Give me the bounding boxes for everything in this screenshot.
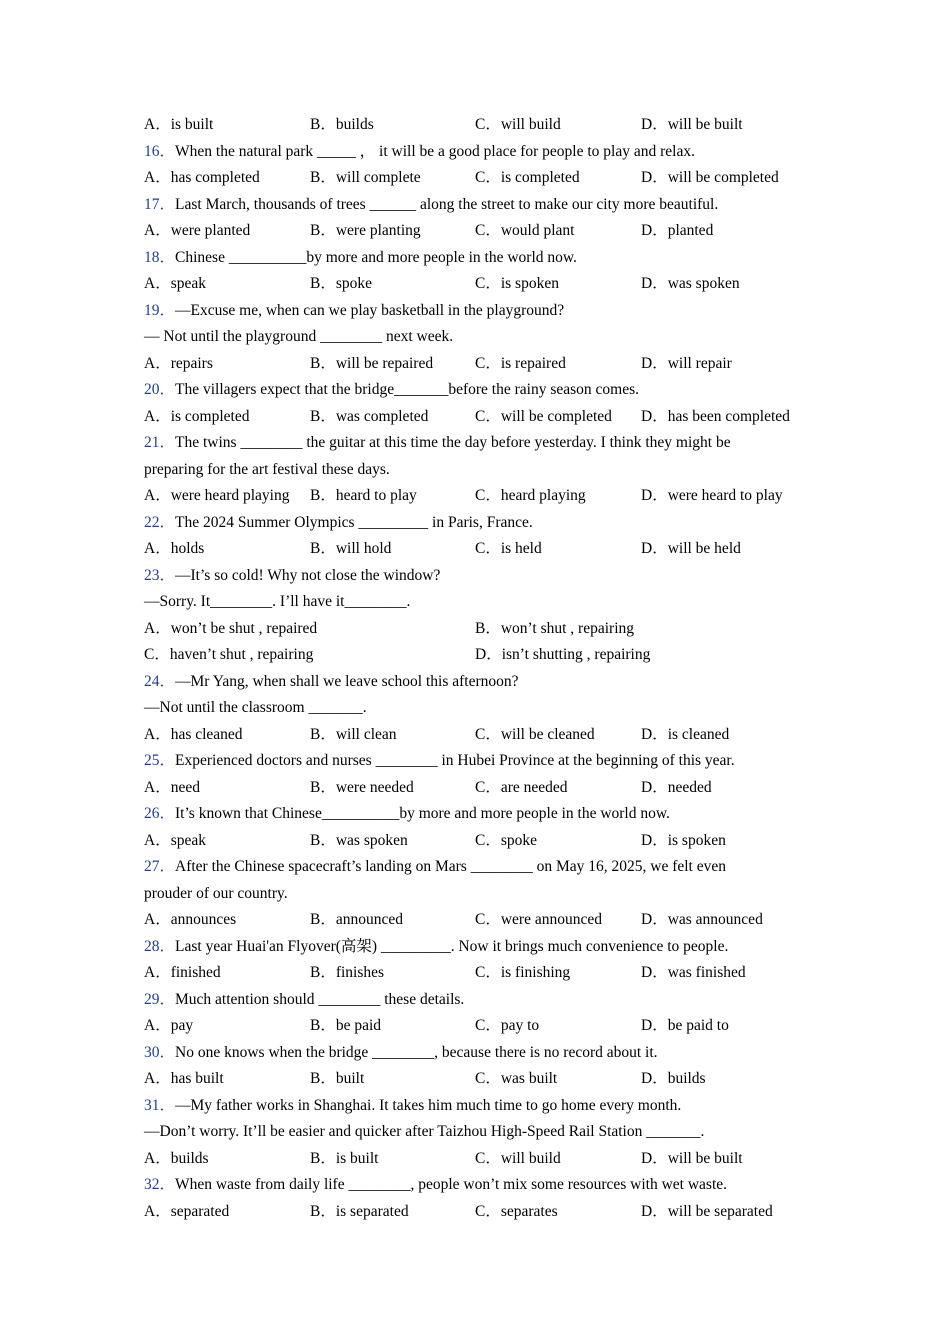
question-sheet — [144, 112, 824, 1225]
question-27 — [144, 854, 824, 881]
question-17 — [144, 192, 824, 219]
option-b: B．will hold — [310, 540, 392, 557]
option-a: A．separated — [144, 1202, 230, 1220]
question-number: 19． — [144, 301, 176, 319]
question-16 — [144, 139, 824, 166]
options-row-25 — [144, 775, 824, 802]
question-number: 27． — [144, 858, 176, 875]
question-stem: Much attention should ________ these details. — [175, 990, 465, 1008]
question-number: 25． — [144, 752, 176, 769]
option-b: B．announced — [310, 911, 403, 928]
question-stem-line-2: —Don’t worry. It’ll be easier and quicker after Taizhou High-Speed Rail Station _______. — [144, 1123, 705, 1140]
question-stem: It’s known that Chinese__________by more and more people in the world now. — [175, 805, 670, 822]
option-a: A．finished — [144, 964, 221, 981]
option-d: D．builds — [641, 1070, 706, 1087]
question-stem-line-2: preparing for the art festival these days. — [144, 460, 390, 478]
option-d: D．is spoken — [641, 831, 726, 849]
question-number: 22． — [144, 513, 176, 531]
option-c: C．will build — [475, 116, 561, 133]
option-c: C．are needed — [475, 778, 568, 796]
question-stem: The 2024 Summer Olympics _________ in Paris, France. — [175, 513, 533, 531]
question-number: 29． — [144, 990, 176, 1008]
question-31-reply — [144, 1119, 824, 1146]
options-row-23-ab — [144, 616, 824, 643]
option-a: A．holds — [144, 540, 205, 557]
option-a: A．were planted — [144, 222, 251, 239]
option-b: B．was spoken — [310, 831, 408, 849]
options-row-24 — [144, 722, 824, 749]
question-number: 18． — [144, 248, 176, 266]
option-a: A．repairs — [144, 354, 213, 372]
question-number: 20． — [144, 381, 176, 398]
option-b: B．were needed — [310, 778, 414, 796]
question-26 — [144, 801, 824, 828]
option-b: B．is built — [310, 1149, 379, 1167]
option-a: A．is completed — [144, 407, 250, 425]
options-row-31 — [144, 1146, 824, 1173]
question-number: 26． — [144, 805, 176, 822]
question-stem: After the Chinese spacecraft’s landing on Mars ________ on May 16, 2025, we felt even — [175, 858, 726, 875]
option-c: C．is repaired — [475, 354, 566, 372]
option-b: B．built — [310, 1070, 365, 1087]
option-d: D．was spoken — [641, 275, 740, 292]
option-a: A．has cleaned — [144, 725, 243, 743]
question-27-continued — [144, 881, 824, 908]
option-c: C．haven’t shut , repairing — [144, 646, 314, 663]
question-number: 31． — [144, 1096, 176, 1114]
option-b: B．was completed — [310, 407, 429, 425]
option-a: A．has completed — [144, 169, 260, 186]
question-29 — [144, 987, 824, 1014]
option-b: B．won’t shut , repairing — [475, 619, 635, 637]
question-stem-line-2: prouder of our country. — [144, 884, 288, 902]
option-c: C．is completed — [475, 169, 580, 186]
option-c: C．is held — [475, 540, 542, 557]
question-stem-line-2: —Sorry. It________. I’ll have it________. — [144, 593, 411, 610]
question-stem: Last year Huai'an Flyover(高架) _________. Now it brings much convenience to people. — [175, 937, 729, 955]
option-c: C．will be completed — [475, 407, 612, 425]
option-c: C．separates — [475, 1202, 558, 1220]
options-row-30 — [144, 1066, 824, 1093]
question-18 — [144, 245, 824, 272]
option-d: D．was announced — [641, 911, 763, 928]
question-stem: —Mr Yang, when shall we leave school this afternoon? — [175, 672, 519, 690]
options-row-22 — [144, 536, 824, 563]
question-number: 17． — [144, 195, 176, 213]
option-a: A．is built — [144, 116, 214, 133]
question-32 — [144, 1172, 824, 1199]
question-stem-line-2: —Not until the classroom _______. — [144, 699, 367, 716]
question-23 — [144, 563, 824, 590]
question-stem: Last March, thousands of trees ______ along the street to make our city more beautiful. — [175, 195, 719, 213]
option-b: B．be paid — [310, 1017, 382, 1034]
option-d: D．will be built — [641, 1149, 743, 1167]
options-row-15 — [144, 112, 824, 139]
option-d: D．will repair — [641, 354, 732, 372]
options-row-28 — [144, 960, 824, 987]
options-row-26 — [144, 828, 824, 855]
option-c: C．were announced — [475, 911, 602, 928]
option-a: A．speak — [144, 275, 206, 292]
options-row-18 — [144, 271, 824, 298]
option-c: C．will be cleaned — [475, 725, 595, 743]
option-d: D．will be built — [641, 116, 743, 133]
question-stem: —It’s so cold! Why not close the window? — [175, 566, 441, 584]
option-d: D．will be separated — [641, 1202, 773, 1220]
option-a: A．builds — [144, 1149, 209, 1167]
option-d: D．will be held — [641, 540, 741, 557]
question-number: 30． — [144, 1043, 176, 1061]
question-20 — [144, 377, 824, 404]
options-row-32 — [144, 1199, 824, 1226]
option-d: D．needed — [641, 778, 712, 796]
question-24 — [144, 669, 824, 696]
question-28 — [144, 934, 824, 961]
question-number: 24． — [144, 672, 176, 690]
option-a: A．has built — [144, 1070, 224, 1087]
option-b: B．were planting — [310, 222, 421, 239]
question-stem: When waste from daily life ________, people won’t mix some resources with wet waste. — [175, 1176, 727, 1193]
option-d: D．has been completed — [641, 407, 790, 425]
question-31 — [144, 1093, 824, 1120]
option-b: B．will complete — [310, 169, 421, 186]
option-a: A．won’t be shut , repaired — [144, 619, 318, 637]
question-19-reply — [144, 324, 824, 351]
options-row-21 — [144, 483, 824, 510]
options-row-17 — [144, 218, 824, 245]
options-row-16 — [144, 165, 824, 192]
question-21 — [144, 430, 824, 457]
option-a: A．were heard playing — [144, 487, 290, 504]
option-c: C．is spoken — [475, 275, 559, 292]
option-d: D．is cleaned — [641, 725, 730, 743]
question-23-reply — [144, 589, 824, 616]
option-d: D．was finished — [641, 964, 746, 981]
question-stem: The twins ________ the guitar at this time the day before yesterday. I think they might be — [175, 434, 731, 451]
option-b: B．will be repaired — [310, 354, 434, 372]
question-number: 23． — [144, 566, 176, 584]
option-b: B．will clean — [310, 725, 397, 743]
option-b: B．builds — [310, 116, 374, 133]
question-number: 32． — [144, 1176, 176, 1193]
question-21-continued — [144, 457, 824, 484]
options-row-19 — [144, 351, 824, 378]
option-d: D．were heard to play — [641, 487, 783, 504]
question-number: 28． — [144, 937, 176, 955]
question-stem: Experienced doctors and nurses ________ in Hubei Province at the beginning of this year. — [175, 752, 735, 769]
question-25 — [144, 748, 824, 775]
option-d: D．be paid to — [641, 1017, 729, 1034]
option-b: B．finishes — [310, 964, 385, 981]
option-c: C．heard playing — [475, 487, 586, 504]
question-22 — [144, 510, 824, 537]
option-b: B．heard to play — [310, 487, 417, 504]
option-a: A．need — [144, 778, 200, 796]
option-c: C．would plant — [475, 222, 575, 239]
option-c: C．pay to — [475, 1017, 540, 1034]
question-24-reply — [144, 695, 824, 722]
question-stem-line-2: — Not until the playground ________ next week. — [144, 328, 454, 345]
question-stem: Chinese __________by more and more people in the world now. — [175, 248, 577, 266]
options-row-27 — [144, 907, 824, 934]
option-c: C．is finishing — [475, 964, 571, 981]
option-c: C．will build — [475, 1149, 561, 1167]
question-number: 16． — [144, 142, 176, 160]
question-stem: —Excuse me, when can we play basketball in the playground? — [175, 301, 565, 319]
question-19 — [144, 298, 824, 325]
question-stem: The villagers expect that the bridge_______before the rainy season comes. — [175, 381, 639, 398]
option-a: A．announces — [144, 911, 237, 928]
question-stem: —My father works in Shanghai. It takes him much time to go home every month. — [175, 1096, 682, 1114]
option-a: A．pay — [144, 1017, 194, 1034]
options-row-20 — [144, 404, 824, 431]
question-stem: No one knows when the bridge ________, because there is no record about it. — [175, 1043, 658, 1061]
option-b: B．is separated — [310, 1202, 409, 1220]
option-d: D．planted — [641, 222, 714, 239]
question-number: 21． — [144, 434, 176, 451]
option-a: A．speak — [144, 831, 206, 849]
question-30 — [144, 1040, 824, 1067]
options-row-29 — [144, 1013, 824, 1040]
option-d: D．isn’t shutting , repairing — [475, 646, 651, 663]
question-stem: When the natural park _____ ， it will be a good place for people to play and relax. — [175, 142, 695, 160]
option-d: D．will be completed — [641, 169, 779, 186]
option-b: B．spoke — [310, 275, 373, 292]
options-row-23-cd — [144, 642, 824, 669]
option-c: C．spoke — [475, 831, 538, 849]
option-c: C．was built — [475, 1070, 558, 1087]
